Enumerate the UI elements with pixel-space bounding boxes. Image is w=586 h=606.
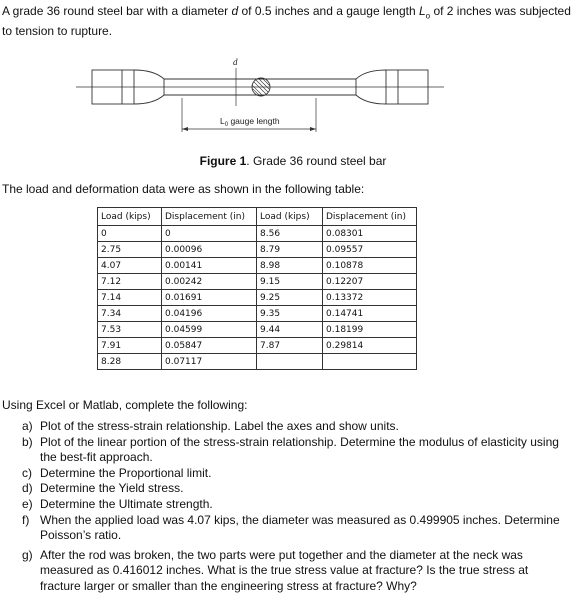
table-cell: 0.05847 bbox=[162, 338, 257, 354]
table-cell: 0.14741 bbox=[323, 306, 417, 322]
steel-bar-diagram bbox=[70, 54, 450, 138]
table-cell: 0 bbox=[98, 226, 162, 242]
table-row bbox=[98, 322, 417, 338]
table-cell: 7.14 bbox=[98, 290, 162, 306]
gauge-length-label: $L_0$ gauge length bbox=[220, 116, 280, 128]
task-text: Determine the Ultimate strength. bbox=[40, 497, 213, 512]
table-cell: 8.56 bbox=[257, 226, 323, 242]
task-marker: a) bbox=[22, 419, 33, 433]
task-marker: f) bbox=[22, 512, 30, 527]
table-cell: 7.91 bbox=[98, 338, 162, 354]
table-cell bbox=[257, 354, 323, 370]
table-cell bbox=[323, 354, 417, 370]
table-cell: 9.25 bbox=[257, 290, 323, 306]
task-list bbox=[22, 419, 570, 594]
task-text: Determine the Proportional limit. bbox=[40, 465, 212, 480]
header-displacement-1: Displacement (in) bbox=[162, 208, 257, 226]
table-cell: 4.07 bbox=[98, 258, 162, 274]
intro-var-L: L bbox=[418, 4, 426, 18]
table-cell: 9.35 bbox=[257, 306, 323, 322]
header-displacement-2: Displacement (in) bbox=[323, 208, 417, 226]
task-marker: e) bbox=[22, 497, 33, 512]
table-cell: 0.07117 bbox=[162, 354, 257, 370]
task-text: When the applied load was 4.07 kips, the diameter was measured as 0.499905 inches. Determine Poisson’s ratio. bbox=[40, 512, 560, 542]
table-cell: 8.98 bbox=[257, 258, 323, 274]
table-row bbox=[98, 274, 417, 290]
task-marker: d) bbox=[22, 481, 33, 496]
task-marker: b) bbox=[22, 434, 33, 449]
table-cell: 0.00096 bbox=[162, 242, 257, 258]
list-item bbox=[22, 419, 570, 434]
table-cell: 9.44 bbox=[257, 322, 323, 338]
table-cell: 7.87 bbox=[257, 338, 323, 354]
intro-var-d: d bbox=[231, 4, 239, 18]
intro-text-1: A grade 36 round steel bar with a diameter bbox=[2, 4, 232, 18]
table-cell: 9.15 bbox=[257, 274, 323, 290]
gauge-arrow-right bbox=[310, 127, 316, 131]
table-cell: 8.79 bbox=[257, 242, 323, 258]
table-row bbox=[98, 258, 417, 274]
table-cell: 0.04196 bbox=[162, 306, 257, 322]
list-item bbox=[22, 466, 570, 481]
table-cell: 0 bbox=[162, 226, 257, 242]
table-row bbox=[98, 290, 417, 306]
table-intro: The load and deformation data were as shown in the following table: bbox=[2, 182, 365, 196]
table-cell: 0.00141 bbox=[162, 258, 257, 274]
table-cell: 8.28 bbox=[98, 354, 162, 370]
tasks-intro: Using Excel or Matlab, complete the following: bbox=[2, 398, 248, 412]
table-row bbox=[98, 242, 417, 258]
table-cell: 7.53 bbox=[98, 322, 162, 338]
table-cell: 2.75 bbox=[98, 242, 162, 258]
table-cell: 7.34 bbox=[98, 306, 162, 322]
intro-text-2: of 0.5 inches and a gauge length bbox=[238, 4, 419, 18]
table-cell: 0.09557 bbox=[323, 242, 417, 258]
table-cell: 0.29814 bbox=[323, 338, 417, 354]
task-text: Plot of the linear portion of the stress-strain relationship. Determine the modulus of elasticity using the best-fit approach. bbox=[40, 434, 559, 464]
figure-caption-text: . Grade 36 round steel bar bbox=[246, 154, 387, 168]
table-row bbox=[98, 306, 417, 322]
figure-caption bbox=[0, 154, 586, 168]
task-text: Plot of the stress-strain relationship. Label the axes and show units. bbox=[40, 419, 399, 433]
figure-caption-label: Figure 1 bbox=[199, 154, 247, 168]
table-row bbox=[98, 226, 417, 242]
list-item bbox=[22, 497, 570, 512]
header-load-1: Load (kips) bbox=[98, 208, 162, 226]
load-deformation-table bbox=[97, 207, 417, 370]
task-text: Determine the Yield stress. bbox=[40, 481, 184, 496]
intro-text-3: of 2 inches was subjected to tension to rupture. bbox=[2, 4, 571, 38]
table-cell: 0.08301 bbox=[323, 226, 417, 242]
table-cell: 0.04599 bbox=[162, 322, 257, 338]
intro-var-L-sub: o bbox=[425, 11, 431, 21]
table-cell: 0.12207 bbox=[323, 274, 417, 290]
list-item bbox=[22, 481, 570, 496]
table-row bbox=[98, 338, 417, 354]
table-header-row bbox=[98, 208, 417, 226]
table-cell: 0.01691 bbox=[162, 290, 257, 306]
task-text: After the rod was broken, the two parts were put together and the diameter at the neck was measured as 0.416012 inches. What is the true stress value at fracture? Is the true stress at fracture larger or smaller than the engineering stress at fracture? Why? bbox=[40, 548, 529, 593]
table-cell: 0.10878 bbox=[323, 258, 417, 274]
table-cell: 0.18199 bbox=[323, 322, 417, 338]
table-cell: 0.13372 bbox=[323, 290, 417, 306]
table-cell: 7.12 bbox=[98, 274, 162, 290]
gauge-arrow-left bbox=[182, 127, 188, 131]
task-marker: c) bbox=[22, 465, 32, 480]
problem-intro bbox=[2, 4, 582, 39]
task-marker: g) bbox=[22, 548, 33, 563]
list-item bbox=[22, 548, 570, 594]
header-load-2: Load (kips) bbox=[257, 208, 323, 226]
table-cell: 0.00242 bbox=[162, 274, 257, 290]
list-item bbox=[22, 513, 570, 543]
diameter-label: d bbox=[233, 57, 238, 67]
table-row bbox=[98, 354, 417, 370]
list-item bbox=[22, 435, 570, 465]
